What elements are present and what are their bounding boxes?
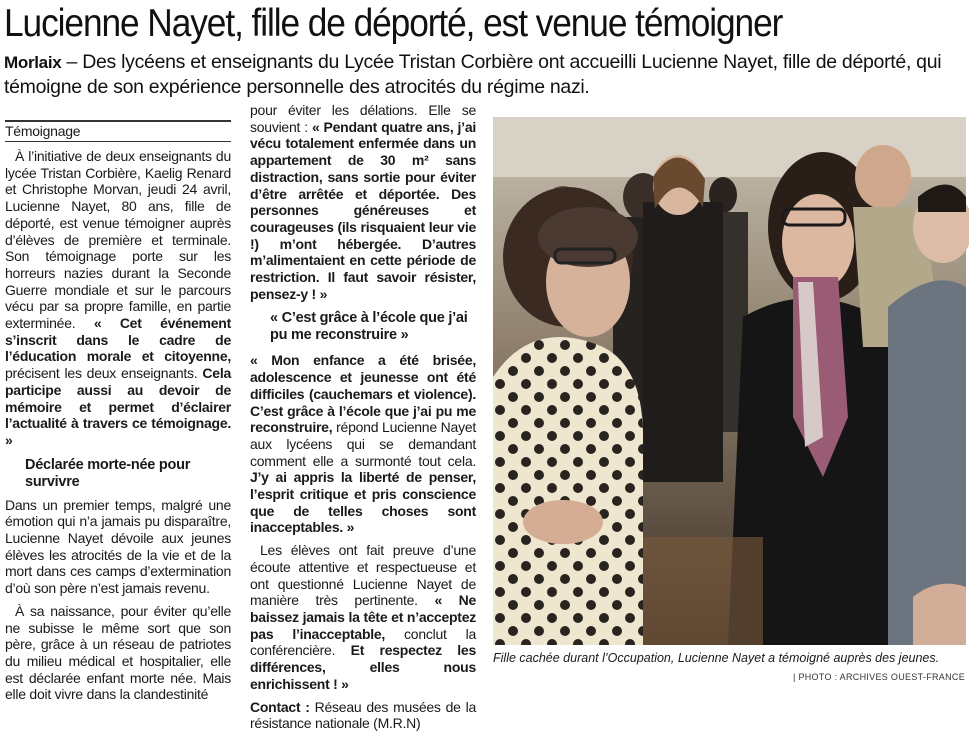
text-run: À l’initiative de deux enseignants du lycée Tristan Corbière, Kaelig Renard et Christophe Morvan, jeudi 24 avril, Lucienne Nayet, 80 ans, fille de déporté, est venue témoigner auprès d’élèves de première et terminale. Son témoignage porte sur les horreurs nazies durant la Seconde Guerre mondiale et sur le parcours vécu par sa propre famille, en partie exterminée. <box>5 148 231 332</box>
quote-run: J’y ai appris la liberté de penser, l’esprit critique et pris conscience que de telles choses sont inacceptables. » <box>250 469 476 536</box>
article-photo <box>493 117 966 645</box>
quote-run: « Mon enfance a été brisée, adolescence et jeunesse ont été difficiles (cauchemars et violence). C’est grâce à l’école que j’ai pu me reconstruire, <box>250 352 476 436</box>
contact-text: Réseau des musées de la résistance nationale (M.R.N) <box>250 698 476 732</box>
pull-quote: « C’est grâce à l’école que j’ai pu me reconstruire » <box>270 310 468 344</box>
text-run: conclut la conférencière. <box>250 625 476 659</box>
photo-credit: | PHOTO : ARCHIVES OUEST-FRANCE <box>793 672 965 682</box>
section-label: Témoignage <box>5 120 231 142</box>
quote-run: « Ne baissez jamais la tête et n’acceptez pas l’inacceptable, <box>250 592 476 642</box>
text-run: répond Lucienne Nayet aux lycéens qui se demandant comment elle a surmonté tout cela. <box>250 419 476 469</box>
paragraph <box>250 102 476 302</box>
dateline-place: Morlaix <box>4 53 62 72</box>
paragraph <box>250 352 476 536</box>
text-run: précisent les deux enseignants. <box>5 365 203 382</box>
photo-illustration <box>493 117 966 645</box>
standfirst <box>4 50 966 99</box>
article-column-1 <box>5 120 231 703</box>
paragraph <box>250 542 476 692</box>
dateline-dash: – <box>61 51 83 73</box>
photo-caption: Fille cachée durant l’Occupation, Lucienne Nayet a témoigné auprès des jeunes. <box>493 651 940 665</box>
headline: Lucienne Nayet, fille de déporté, est venue témoigner <box>4 2 783 45</box>
text-run: Les élèves ont fait preuve d’une écoute attentive et respectueuse et ont questionné Lucienne Nayet de manière très pertinente. <box>250 542 476 609</box>
paragraph <box>5 148 231 449</box>
contact-line <box>250 699 476 732</box>
paragraph: Dans un premier temps, malgré une émotion qui n’a jamais pu disparaître, Lucienne Nayet dévoile aux jeunes élèves les atrocités de la vie et de la mort dans ces camps d’extermination d’où son père n’est jamais revenu. <box>5 496 231 597</box>
text-run: pour éviter les délations. Elle se souvient : <box>250 102 476 135</box>
intertitle: Déclarée morte-née pour survivre <box>25 456 191 490</box>
quote-run: Cela participe aussi au devoir de mémoire et permet d’éclairer l’actualité à travers ce témoignage. » <box>5 365 231 448</box>
standfirst-text: Des lycéens et enseignants du Lycée Tristan Corbière ont accueilli Lucienne Nayet, fille de déporté, qui témoigne de son expérience personnelle des atrocités du régime nazi. <box>4 51 942 98</box>
quote-run: Et respectez les différences, elles nous enrichissent ! » <box>250 642 476 692</box>
quote-run: « Pendant quatre ans, j’ai vécu totalement enfermée dans un appartement de 30 m² sans distraction, sans sortie pour éviter d’être arrêtée et déportée. Des personnes généreuses et courageuses (ils risquaient leur vie !) m’ont hébergée. D’autres m’alimentaient en cette période de restriction. Il faut savoir résister, pensez-y ! » <box>250 118 476 302</box>
quote-run: « Cet événement s’inscrit dans le cadre de l’éducation morale et citoyenne, <box>5 315 231 365</box>
article-column-2 <box>250 102 476 732</box>
contact-label: Contact : <box>250 698 310 715</box>
paragraph: À sa naissance, pour éviter qu’elle ne subisse le même sort que son père, grâce à un réseau de patriotes du milieu médical et hospitalier, elle est déclarée enfant morte née. Mais elle doit vivre dans la clandestinité <box>5 602 231 703</box>
